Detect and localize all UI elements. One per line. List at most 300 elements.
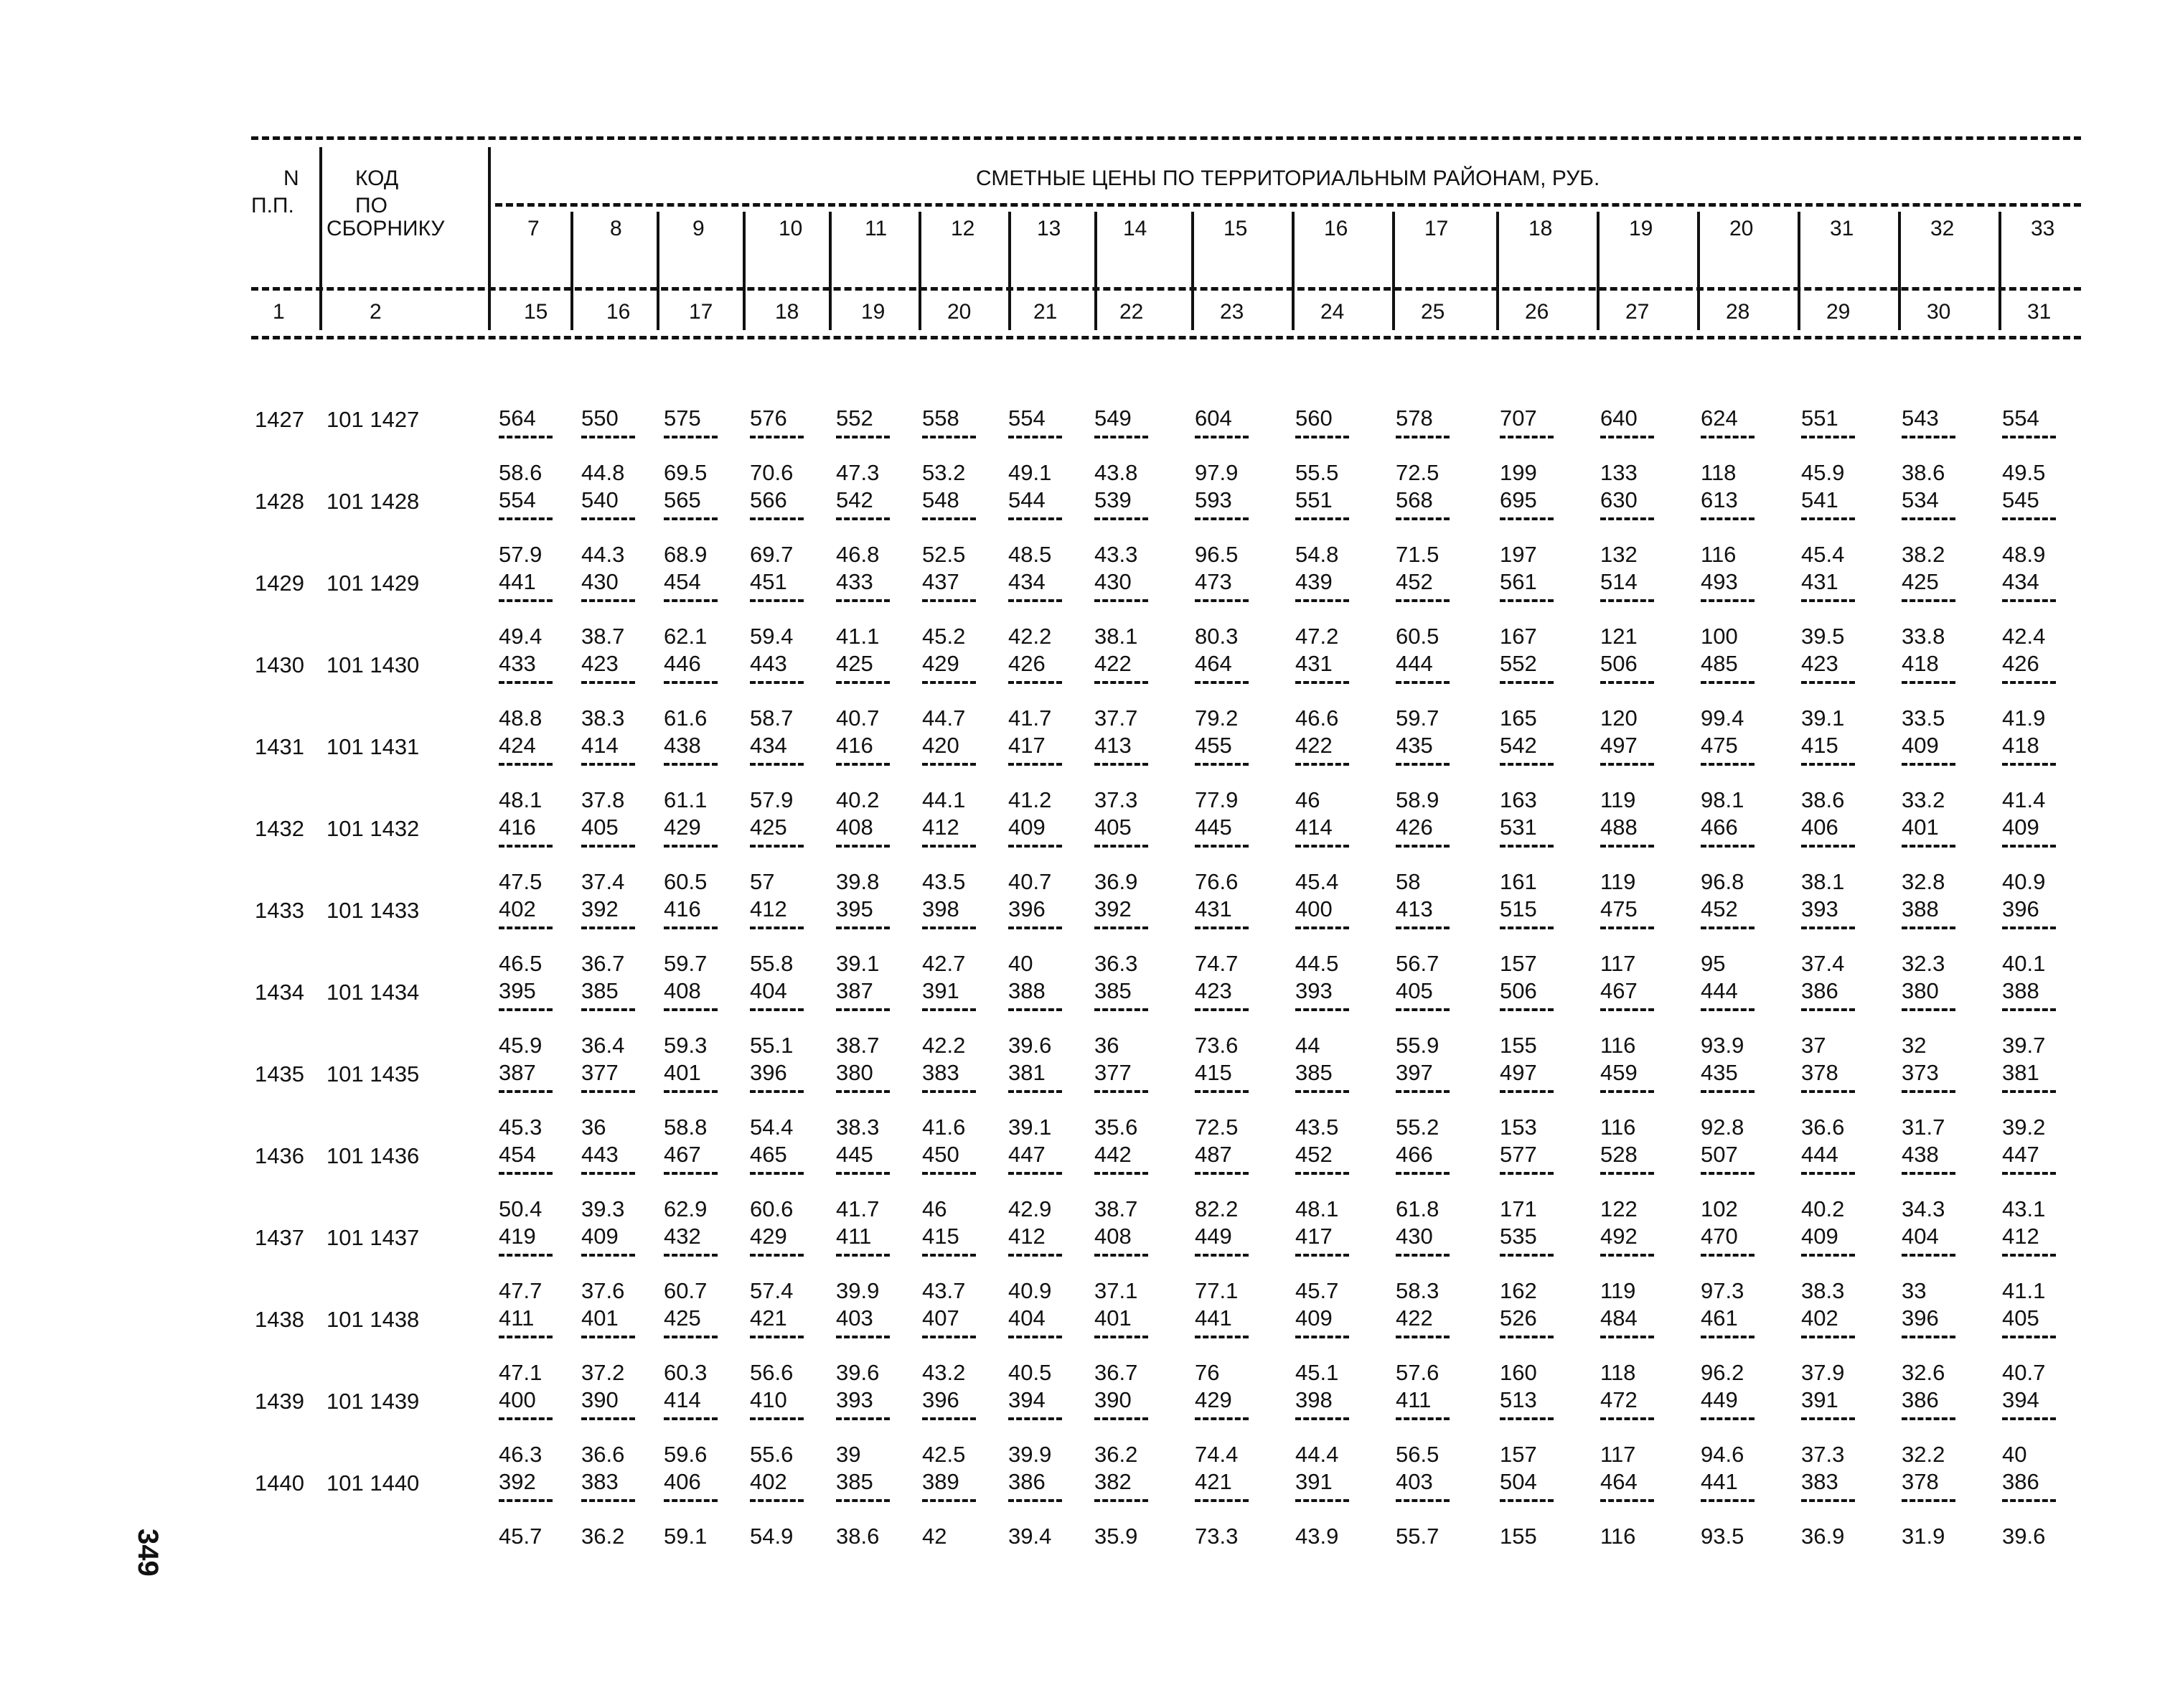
price-total: 401	[1902, 815, 1939, 840]
price-wage: 55.1	[750, 1033, 794, 1058]
fraction-line	[664, 926, 718, 929]
fraction-line	[1902, 763, 1955, 766]
price-total: 447	[2002, 1142, 2039, 1167]
price-wage: 62.9	[664, 1196, 708, 1221]
price-wage: 157	[1500, 1442, 1537, 1467]
fraction-line	[1295, 1499, 1349, 1502]
row-number: 1439	[255, 1389, 304, 1414]
fraction-line	[664, 1254, 718, 1257]
region-label: 9	[692, 217, 705, 240]
price-wage: 49.5	[2002, 460, 2046, 485]
fraction-line	[1195, 599, 1249, 602]
price-total: 398	[1295, 1387, 1333, 1412]
fraction-line	[2002, 845, 2056, 848]
price-wage: 95	[1701, 951, 1726, 976]
price-wage: 45.9	[1801, 460, 1845, 485]
fraction-line	[1600, 681, 1654, 684]
price-wage: 133	[1600, 460, 1638, 485]
price-total: 391	[922, 978, 959, 1003]
price-wage: 42.9	[1008, 1196, 1052, 1221]
price-wage: 38.6	[1801, 787, 1845, 812]
fraction-line	[1195, 845, 1249, 848]
region-label: 32	[1930, 217, 1955, 240]
price-wage: 117	[1600, 951, 1636, 976]
fraction-line	[1094, 1008, 1148, 1011]
price-wage: 61.8	[1396, 1196, 1439, 1221]
price-total: 464	[1600, 1469, 1638, 1494]
region-label: 11	[865, 217, 888, 240]
fraction-line	[1600, 1254, 1654, 1257]
fraction-line	[581, 1499, 635, 1502]
row-number: 1438	[255, 1307, 304, 1332]
price-total: 435	[1701, 1060, 1738, 1085]
price-total: 429	[750, 1224, 787, 1249]
price-wage: 57.9	[499, 542, 542, 567]
fraction-line	[664, 1008, 718, 1011]
price-total: 417	[1295, 1224, 1333, 1249]
fraction-line	[1195, 436, 1249, 438]
price-total: 466	[1396, 1142, 1433, 1167]
fraction-line	[750, 681, 804, 684]
price-wage: 41.6	[922, 1115, 966, 1140]
price-total: 484	[1600, 1305, 1638, 1331]
price-total: 461	[1701, 1305, 1738, 1331]
fraction-line	[1295, 517, 1349, 520]
price-total: 410	[750, 1387, 787, 1412]
price-total: 425	[664, 1305, 701, 1331]
price-total: 421	[750, 1305, 787, 1331]
fraction-line	[2002, 1090, 2056, 1093]
fraction-line	[1701, 763, 1755, 766]
price-total: 392	[499, 1469, 536, 1494]
fraction-line	[1902, 1172, 1955, 1175]
price-total: 433	[836, 569, 873, 594]
price-wage: 40.1	[2002, 951, 2046, 976]
fraction-line	[1701, 845, 1755, 848]
price-wage: 37.1	[1094, 1278, 1138, 1303]
price-total: 429	[664, 815, 701, 840]
table-rule	[251, 336, 2081, 339]
fraction-line	[1195, 1008, 1249, 1011]
header-divider	[657, 212, 659, 330]
price-total: 548	[922, 487, 959, 512]
price-total: 466	[1701, 815, 1738, 840]
fraction-line	[2002, 763, 2056, 766]
price-total: 535	[1500, 1224, 1537, 1249]
fraction-line	[1295, 926, 1349, 929]
fraction-line	[1094, 763, 1148, 766]
row-code: 101 1428	[327, 489, 420, 514]
row-code: 101 1436	[327, 1143, 420, 1168]
price-wage: 45.4	[1801, 542, 1845, 567]
fraction-line	[1801, 599, 1855, 602]
price-total: 420	[922, 733, 959, 758]
fraction-line	[1701, 599, 1755, 602]
fraction-line	[1801, 681, 1855, 684]
fraction-line	[581, 1417, 635, 1420]
price-wage: 57.4	[750, 1278, 794, 1303]
price-wage: 96.5	[1195, 542, 1239, 567]
price-total: 439	[1295, 569, 1333, 594]
price-wage: 38.7	[836, 1033, 880, 1058]
price-wage: 44.8	[581, 460, 625, 485]
price-total: 430	[581, 569, 619, 594]
price-wage: 94.6	[1701, 1442, 1744, 1467]
row-number: 1428	[255, 489, 304, 514]
price-wage: 40.9	[2002, 869, 2046, 894]
fraction-line	[1500, 681, 1554, 684]
header-n-label: N	[283, 166, 299, 190]
fraction-line	[922, 1336, 976, 1338]
fraction-line	[750, 1008, 804, 1011]
fraction-line	[2002, 1254, 2056, 1257]
fraction-line	[1094, 1499, 1148, 1502]
region-label: 16	[1324, 217, 1348, 240]
column-index: 29	[1826, 300, 1851, 324]
price-total: 422	[1396, 1305, 1433, 1331]
price-wage: 61.6	[664, 705, 708, 731]
price-total: 391	[1295, 1469, 1333, 1494]
price-total: 414	[581, 733, 619, 758]
price-wage: 37.3	[1801, 1442, 1845, 1467]
column-index: 26	[1525, 300, 1549, 324]
price-wage: 41.4	[2002, 787, 2046, 812]
fraction-line	[664, 845, 718, 848]
price-total: 423	[581, 651, 619, 676]
price-wage: 43.1	[2002, 1196, 2046, 1221]
fraction-line	[1396, 845, 1450, 848]
fraction-line	[1701, 681, 1755, 684]
fraction-line	[1701, 1336, 1755, 1338]
fraction-line	[499, 926, 553, 929]
fraction-line	[499, 1172, 553, 1175]
price-wage: 43.9	[1295, 1524, 1339, 1549]
header-kod-label: КОД	[355, 166, 399, 190]
row-number: 1440	[255, 1470, 304, 1496]
price-total: 408	[664, 978, 701, 1003]
fraction-line	[581, 1008, 635, 1011]
price-wage: 39.1	[1801, 705, 1845, 731]
price-wage: 73.3	[1195, 1524, 1239, 1549]
price-wage: 39.1	[1008, 1115, 1052, 1140]
fraction-line	[836, 1090, 890, 1093]
price-wage: 36.6	[581, 1442, 625, 1467]
price-total: 454	[664, 569, 701, 594]
fraction-line	[1195, 1499, 1249, 1502]
price-total: 423	[1801, 651, 1838, 676]
price-total: 411	[1396, 1387, 1432, 1412]
fraction-line	[750, 1172, 804, 1175]
fraction-line	[499, 1008, 553, 1011]
column-index: 15	[524, 300, 548, 324]
price-wage: 53.2	[922, 460, 966, 485]
price-total: 397	[1396, 1060, 1433, 1085]
price-wage: 44	[1295, 1033, 1320, 1058]
price-wage: 45.3	[499, 1115, 542, 1140]
price-total: 423	[1195, 978, 1232, 1003]
header-divider	[1798, 212, 1800, 330]
row-code: 101 1429	[327, 571, 420, 596]
price-wage: 40.9	[1008, 1278, 1052, 1303]
price-total: 405	[1396, 978, 1433, 1003]
price-total: 493	[1701, 569, 1738, 594]
fraction-line	[1195, 681, 1249, 684]
price-wage: 36.9	[1801, 1524, 1845, 1549]
price-wage: 118	[1600, 1360, 1636, 1385]
fraction-line	[1902, 681, 1955, 684]
price-total: 396	[2002, 896, 2039, 921]
price-total: 576	[750, 405, 787, 431]
price-wage: 55.2	[1396, 1115, 1439, 1140]
price-total: 390	[1094, 1387, 1132, 1412]
price-wage: 59.1	[664, 1524, 708, 1549]
price-total: 406	[1801, 815, 1838, 840]
price-wage: 42	[922, 1524, 947, 1549]
fraction-line	[499, 599, 553, 602]
fraction-line	[1008, 599, 1062, 602]
fraction-line	[1600, 517, 1654, 520]
fraction-line	[581, 517, 635, 520]
fraction-line	[1902, 1499, 1955, 1502]
price-wage: 37	[1801, 1033, 1826, 1058]
price-wage: 50.4	[499, 1196, 542, 1221]
price-total: 388	[1008, 978, 1046, 1003]
region-label: 33	[2031, 217, 2055, 240]
price-total: 443	[581, 1142, 619, 1167]
price-wage: 39.4	[1008, 1524, 1052, 1549]
fraction-line	[1094, 1254, 1148, 1257]
price-total: 487	[1195, 1142, 1232, 1167]
row-number: 1435	[255, 1061, 304, 1087]
fraction-line	[1195, 1172, 1249, 1175]
price-total: 401	[664, 1060, 701, 1085]
price-wage: 33	[1902, 1278, 1927, 1303]
price-wage: 163	[1500, 787, 1537, 812]
table-rule	[251, 287, 2081, 291]
fraction-line	[922, 1008, 976, 1011]
price-total: 409	[2002, 815, 2039, 840]
price-wage: 38.3	[1801, 1278, 1845, 1303]
fraction-line	[1195, 1090, 1249, 1093]
price-wage: 36.2	[1094, 1442, 1138, 1467]
fraction-line	[1500, 599, 1554, 602]
price-wage: 37.2	[581, 1360, 625, 1385]
fraction-line	[1008, 1499, 1062, 1502]
price-total: 385	[581, 978, 619, 1003]
price-wage: 41.2	[1008, 787, 1052, 812]
region-label: 12	[951, 217, 975, 240]
price-total: 624	[1701, 405, 1738, 431]
price-wage: 82.2	[1195, 1196, 1239, 1221]
price-total: 411	[836, 1224, 872, 1249]
fraction-line	[2002, 926, 2056, 929]
price-wage: 42.2	[1008, 624, 1052, 649]
price-wage: 59.7	[1396, 705, 1439, 731]
price-wage: 45.4	[1295, 869, 1339, 894]
fraction-line	[922, 681, 976, 684]
price-total: 393	[1295, 978, 1333, 1003]
price-total: 390	[581, 1387, 619, 1412]
price-wage: 59.6	[664, 1442, 708, 1467]
price-wage: 97.3	[1701, 1278, 1744, 1303]
price-wage: 40.7	[2002, 1360, 2046, 1385]
price-total: 422	[1295, 733, 1333, 758]
price-total: 554	[2002, 405, 2039, 431]
header-divider	[488, 147, 491, 330]
price-total: 398	[922, 896, 959, 921]
price-total: 391	[1801, 1387, 1838, 1412]
price-wage: 93.9	[1701, 1033, 1744, 1058]
fraction-line	[1600, 1090, 1654, 1093]
price-wage: 92.8	[1701, 1115, 1744, 1140]
fraction-line	[664, 517, 718, 520]
fraction-line	[1008, 763, 1062, 766]
fraction-line	[1801, 1008, 1855, 1011]
price-wage: 68.9	[664, 542, 708, 567]
region-label: 18	[1528, 217, 1553, 240]
price-wage: 47.1	[499, 1360, 542, 1385]
price-total: 514	[1600, 569, 1638, 594]
price-total: 425	[836, 651, 873, 676]
price-wage: 37.7	[1094, 705, 1138, 731]
fraction-line	[1295, 1336, 1349, 1338]
fraction-line	[499, 436, 553, 438]
price-wage: 38.1	[1801, 869, 1845, 894]
price-total: 405	[581, 815, 619, 840]
column-index: 23	[1220, 300, 1244, 324]
price-wage: 40.2	[836, 787, 880, 812]
fraction-line	[1701, 1254, 1755, 1257]
price-total: 383	[1801, 1469, 1838, 1494]
fraction-line	[1008, 1008, 1062, 1011]
fraction-line	[1500, 1417, 1554, 1420]
price-wage: 60.5	[1396, 624, 1439, 649]
price-total: 404	[1008, 1305, 1046, 1331]
price-wage: 31.7	[1902, 1115, 1945, 1140]
fraction-line	[1396, 436, 1450, 438]
price-total: 381	[2002, 1060, 2039, 1085]
price-total: 449	[1701, 1387, 1738, 1412]
fraction-line	[1600, 1417, 1654, 1420]
price-wage: 157	[1500, 951, 1537, 976]
price-wage: 48.5	[1008, 542, 1052, 567]
price-total: 568	[1396, 487, 1433, 512]
price-wage: 40.5	[1008, 1360, 1052, 1385]
fraction-line	[922, 517, 976, 520]
price-wage: 55.9	[1396, 1033, 1439, 1058]
fraction-line	[1008, 1417, 1062, 1420]
price-wage: 153	[1500, 1115, 1537, 1140]
fraction-line	[2002, 1499, 2056, 1502]
price-wage: 32.8	[1902, 869, 1945, 894]
price-total: 395	[836, 896, 873, 921]
price-total: 418	[1902, 651, 1939, 676]
price-total: 534	[1902, 487, 1939, 512]
price-wage: 118	[1701, 460, 1737, 485]
fraction-line	[1195, 926, 1249, 929]
region-label: 13	[1037, 217, 1061, 240]
price-wage: 58	[1396, 869, 1421, 894]
fraction-line	[922, 1499, 976, 1502]
price-wage: 76.6	[1195, 869, 1239, 894]
price-total: 411	[499, 1305, 535, 1331]
fraction-line	[1094, 681, 1148, 684]
row-number: 1431	[255, 734, 304, 759]
fraction-line	[2002, 1172, 2056, 1175]
fraction-line	[836, 599, 890, 602]
price-total: 449	[1195, 1224, 1232, 1249]
price-total: 415	[1801, 733, 1838, 758]
fraction-line	[1801, 1172, 1855, 1175]
price-total: 407	[922, 1305, 959, 1331]
price-wage: 44.5	[1295, 951, 1339, 976]
price-wage: 40	[2002, 1442, 2027, 1467]
price-total: 550	[581, 405, 619, 431]
price-wage: 45.1	[1295, 1360, 1339, 1385]
row-code: 101 1434	[327, 980, 420, 1005]
price-wage: 54.4	[750, 1115, 794, 1140]
price-wage: 99.4	[1701, 705, 1744, 731]
fraction-line	[1902, 1090, 1955, 1093]
fraction-line	[1008, 1336, 1062, 1338]
fraction-line	[750, 1090, 804, 1093]
price-wage: 38.6	[836, 1524, 880, 1549]
fraction-line	[1600, 1336, 1654, 1338]
price-wage: 43.7	[922, 1278, 966, 1303]
fraction-line	[2002, 1008, 2056, 1011]
price-total: 640	[1600, 405, 1638, 431]
price-total: 558	[922, 405, 959, 431]
price-total: 551	[1295, 487, 1333, 512]
price-total: 540	[581, 487, 619, 512]
price-wage: 54.8	[1295, 542, 1339, 567]
price-wage: 70.6	[750, 460, 794, 485]
price-wage: 74.4	[1195, 1442, 1239, 1467]
fraction-line	[1094, 1417, 1148, 1420]
fraction-line	[1008, 681, 1062, 684]
price-wage: 121	[1600, 624, 1638, 649]
row-code: 101 1438	[327, 1307, 420, 1332]
price-wage: 39.3	[581, 1196, 625, 1221]
price-wage: 55.8	[750, 951, 794, 976]
price-total: 554	[1008, 405, 1046, 431]
price-total: 400	[1295, 896, 1333, 921]
price-wage: 42.2	[922, 1033, 966, 1058]
price-total: 541	[1801, 487, 1838, 512]
price-total: 526	[1500, 1305, 1537, 1331]
header-divider	[319, 147, 322, 330]
price-wage: 40.7	[836, 705, 880, 731]
fraction-line	[1295, 1090, 1349, 1093]
fraction-line	[499, 1417, 553, 1420]
price-total: 442	[1094, 1142, 1132, 1167]
price-wage: 58.3	[1396, 1278, 1439, 1303]
price-wage: 69.5	[664, 460, 708, 485]
fraction-line	[1094, 926, 1148, 929]
price-wage: 59.7	[664, 951, 708, 976]
price-total: 707	[1500, 405, 1537, 431]
price-total: 417	[1008, 733, 1046, 758]
fraction-line	[1008, 1254, 1062, 1257]
price-total: 593	[1195, 487, 1232, 512]
price-total: 404	[750, 978, 787, 1003]
price-total: 429	[922, 651, 959, 676]
price-wage: 39.6	[836, 1360, 880, 1385]
price-total: 412	[922, 815, 959, 840]
price-total: 382	[1094, 1469, 1132, 1494]
price-total: 542	[1500, 733, 1537, 758]
price-total: 451	[750, 569, 787, 594]
